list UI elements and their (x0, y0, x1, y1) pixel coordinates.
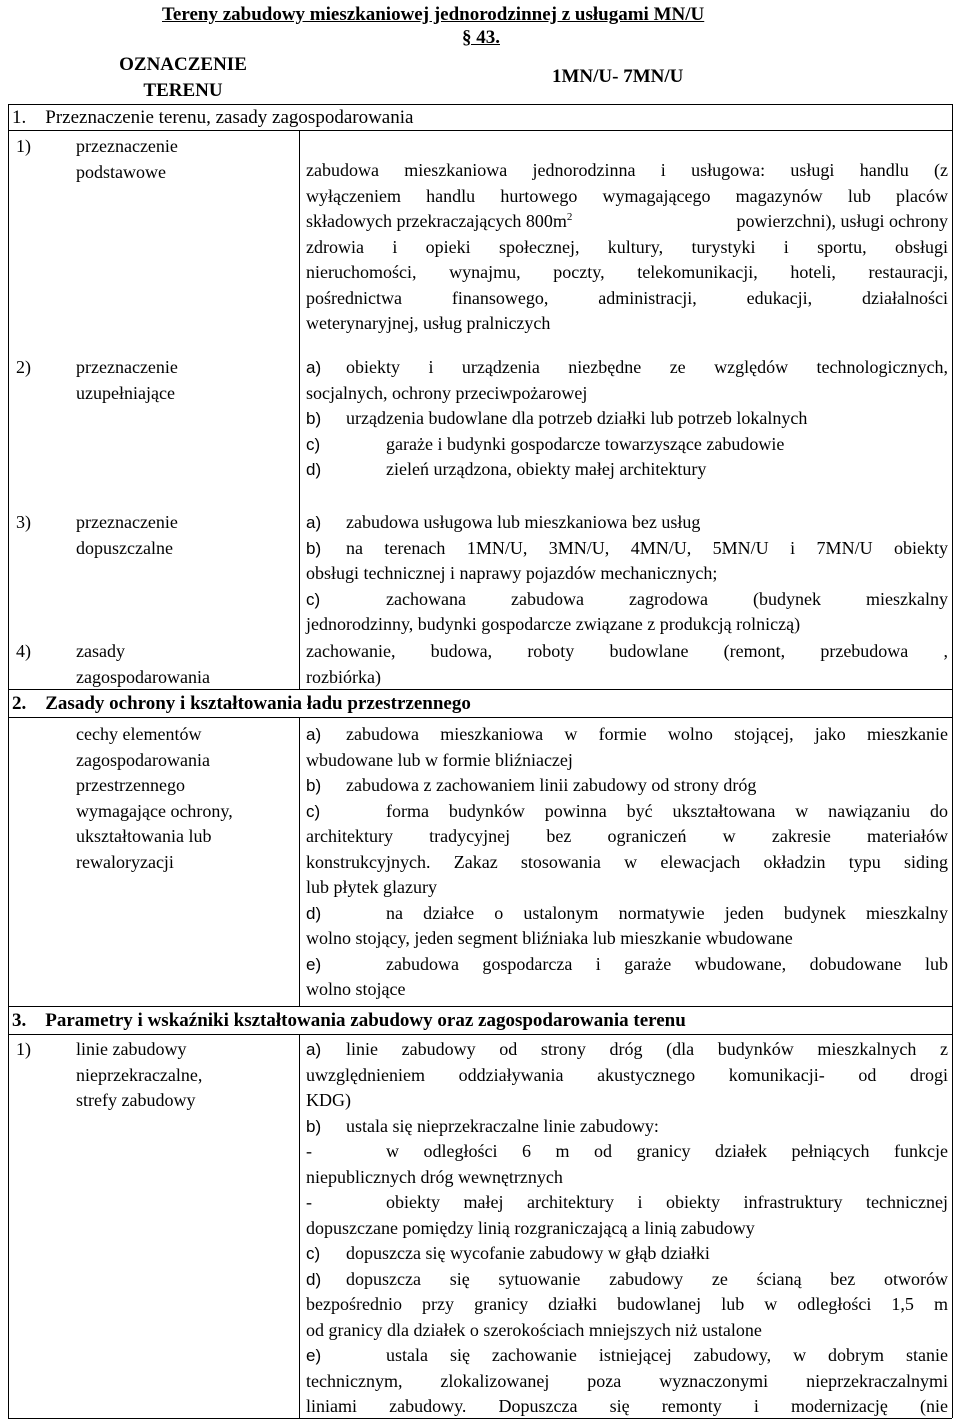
row-number: 1) (16, 1039, 31, 1059)
section-3-label: linie zabudowy nieprzekraczalne, strefy zabudowy (76, 1039, 203, 1110)
column-divider (299, 1034, 300, 1418)
row-content-zasady: zachowanie, budowa, roboty budowlane (remont, przebudowa , rozbiórka) (306, 641, 948, 687)
section-2-heading: 2. Zasady ochrony i kształtowania ładu przestrzennego (12, 693, 471, 714)
section-2-content: a) zabudowa mieszkaniowa w formie wolno stojącej, jako mieszkanie wbudowane lub w formie bliźniaczej b) zabudowa z zachowaniem linii zabudowy od strony dróg c) forma budynków powinna być ukształtowana w nawiązaniu do architektury tradycyjnej bez ograniczeń w zakresie materiałów konstrukcyjnych. Zakaz stosowania w elewacjach okładzin typu siding lub płytek glazury d) na działce o ustalonym normatywie jeden budynek mieszkalny wolno stojący, jeden segment bliźniaka lub mieszkanie wbudowane e) zabudowa gospodarcza i garaże wbudowane, dobudowane lub wolno stojące (306, 724, 948, 999)
section-2-label: cechy elementów zagospodarowania przestrzennego wymagające ochrony, ukształtowania lub rewaloryzacji (76, 724, 233, 872)
column-divider (299, 717, 300, 1006)
row-number: 1) (16, 136, 31, 156)
section-3-heading: 3. Parametry i wskaźniki kształtowania zabudowy oraz zagospodarowania terenu (12, 1010, 686, 1031)
document-title: Tereny zabudowy mieszkaniowej jednorodzinnej z usługami MN/U (162, 4, 705, 25)
row-content-dopuszczalne: a) zabudowa usługowa lub mieszkaniowa bez usług b) na terenach 1MN/U, 3MN/U, 4MN/U, 5MN/U i 7MN/U obiekty obsługi technicznej i naprawy pojazdów mechanicznych; c) zachowana zabudowa zagrodowa (budynek mieszkalny jednorodzinny, budynki gospodarcze związane z produkcją rolniczą) (306, 512, 948, 634)
row-number: 3) (16, 512, 31, 532)
table-border (8, 717, 952, 718)
row-content-uzupelniajace: a) obiekty i urządzenia niezbędne ze względów technologicznych, socjalnych, ochrony przeciwpożarowej b) urządzenia budowlane dla potrzeb działki lub potrzeb lokalnych c) garaże i budynki gospodarcze towarzyszące zabudowie d) zieleń urządzona, obiekty małej architektury (306, 357, 948, 479)
row-content-podstawowe: zabudowa mieszkaniowa jednorodzinna i usługowa: usługi handlu (z wyłączeniem handlu hurtowego wymagającego magazynów lub placów składowych przekraczających $800m^2$ powierzchni), usługi ochrony zdrowia i opieki społecznej, kultury, turystyki i sportu, obsługi nieruchomości, wynajmu, poczty, telekomunikacji, hoteli, restauracji, pośrednictwa finansowego, administracji, edukacji, działalności weterynaryjnej, usług pralniczych (306, 160, 948, 333)
section-3-content: a) linie zabudowy od strony dróg (dla budynków mieszkalnych z uwzględnieniem oddziaływania akustycznego komunikacji- od drogi KDG) b) ustala się nieprzekraczalne linie zabudowy: - w odległości 6 m od granicy działek pełniących funkcje niepublicznych dróg wewnętrznych - obiekty małej architektury i obiekty infrastruktury technicznej dopuszczane pomiędzy linią rozgraniczającą a linią zabudowy c) dopuszcza się wycofanie zabudowy w głąb działki d) dopuszcza się sytuowanie zabudowy ze ścianą bez otworów bezpośrednio przy granicy działki budowlanej lub w odległości 1,5 m od granicy dla działek o szerokościach mniejszych niż ustalone e) ustala się zachowanie istniejącej zabudowy, w dobrym stanie technicznym, zlokalizowanej poza wyznaczonymi nieprzekraczalnymi liniami zabudowy. Dopuszcza się remonty i modernizację (nie (306, 1039, 948, 1416)
row-label: zasady zagospodarowania (76, 641, 210, 687)
row-number: 4) (16, 641, 31, 661)
table-border (8, 104, 9, 1418)
section-paragraph-number: § 43. (462, 27, 500, 48)
table-border (952, 104, 953, 1418)
oznaczenie-terenu-value: 1MN/U- 7MN/U (552, 66, 684, 87)
table-border (8, 1034, 952, 1035)
row-label: przeznaczenie podstawowe (76, 136, 178, 182)
row-number: 2) (16, 357, 31, 377)
oznaczenie-terenu-label: OZNACZENIE TERENU (119, 54, 247, 101)
column-divider (299, 130, 300, 689)
section-1-heading: 1. Przeznaczenie terenu, zasady zagospodarowania (12, 107, 414, 128)
table-border (8, 1006, 952, 1007)
row-label: przeznaczenie dopuszczalne (76, 512, 178, 558)
row-label: przeznaczenie uzupełniające (76, 357, 178, 403)
